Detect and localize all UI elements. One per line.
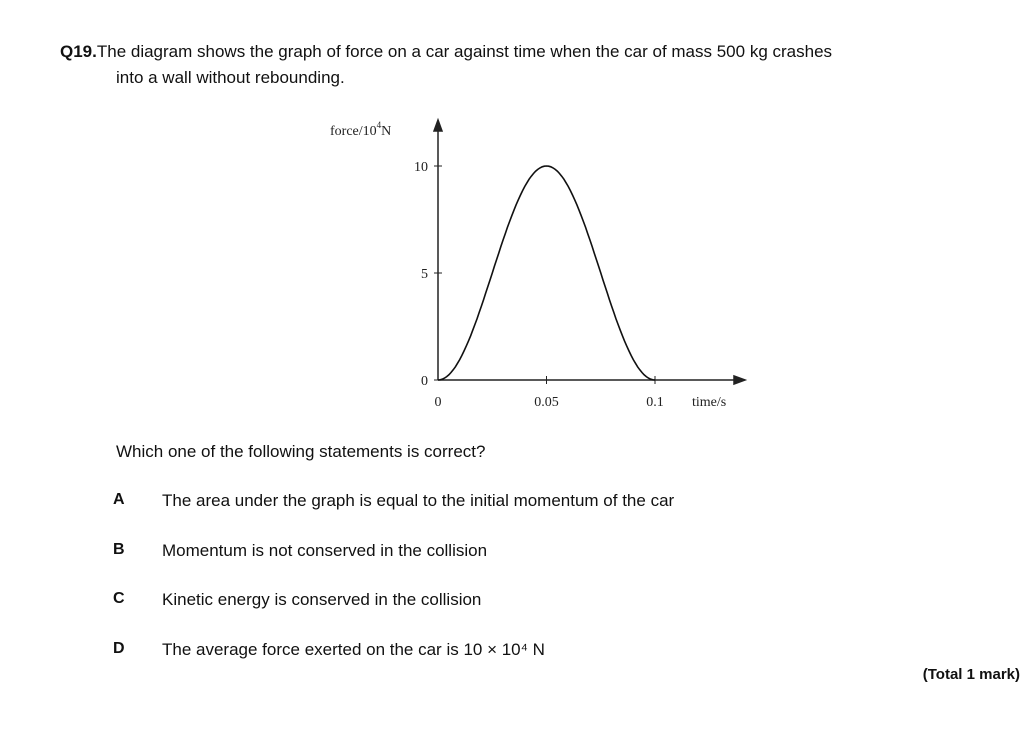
question-number: Q19. bbox=[60, 42, 97, 61]
x-tick-label: 0 bbox=[434, 395, 442, 410]
option-letter-a: A bbox=[113, 491, 125, 508]
y-tick-label: 5 bbox=[421, 267, 428, 282]
question-line-2: into a wall without rebounding. bbox=[116, 68, 345, 87]
x-axis-label: time/s bbox=[692, 395, 727, 410]
question-text: The diagram shows the graph of force on a car against time when the car of mass 500 kg crashes bbox=[96, 42, 833, 61]
option-letter-b: B bbox=[113, 540, 125, 558]
x-tick-label: 0.1 bbox=[646, 395, 664, 410]
y-axis-label: force/$10^4N$ bbox=[330, 120, 392, 139]
prompt: Which one of the following statements is correct? bbox=[116, 442, 486, 461]
y-tick-label: 10 bbox=[414, 160, 428, 175]
option-d[interactable]: The average force exerted on the car is 10 × 10⁴ N bbox=[162, 639, 545, 659]
option-letter-d: D bbox=[113, 639, 125, 657]
force-curve bbox=[438, 166, 655, 380]
x-axis-arrow bbox=[734, 376, 745, 384]
option-b[interactable]: Momentum is not conserved in the collision bbox=[162, 540, 488, 560]
option-letter-c: C bbox=[113, 590, 125, 607]
x-tick-label: 0.05 bbox=[534, 395, 559, 410]
total-marks: (Total 1 mark) bbox=[922, 666, 1020, 683]
option-a[interactable]: The area under the graph is equal to the initial momentum of the car bbox=[162, 491, 675, 510]
option-c[interactable]: Kinetic energy is conserved in the collision bbox=[162, 590, 482, 609]
y-axis-arrow bbox=[434, 120, 442, 131]
y-tick-label: 0 bbox=[421, 374, 428, 389]
